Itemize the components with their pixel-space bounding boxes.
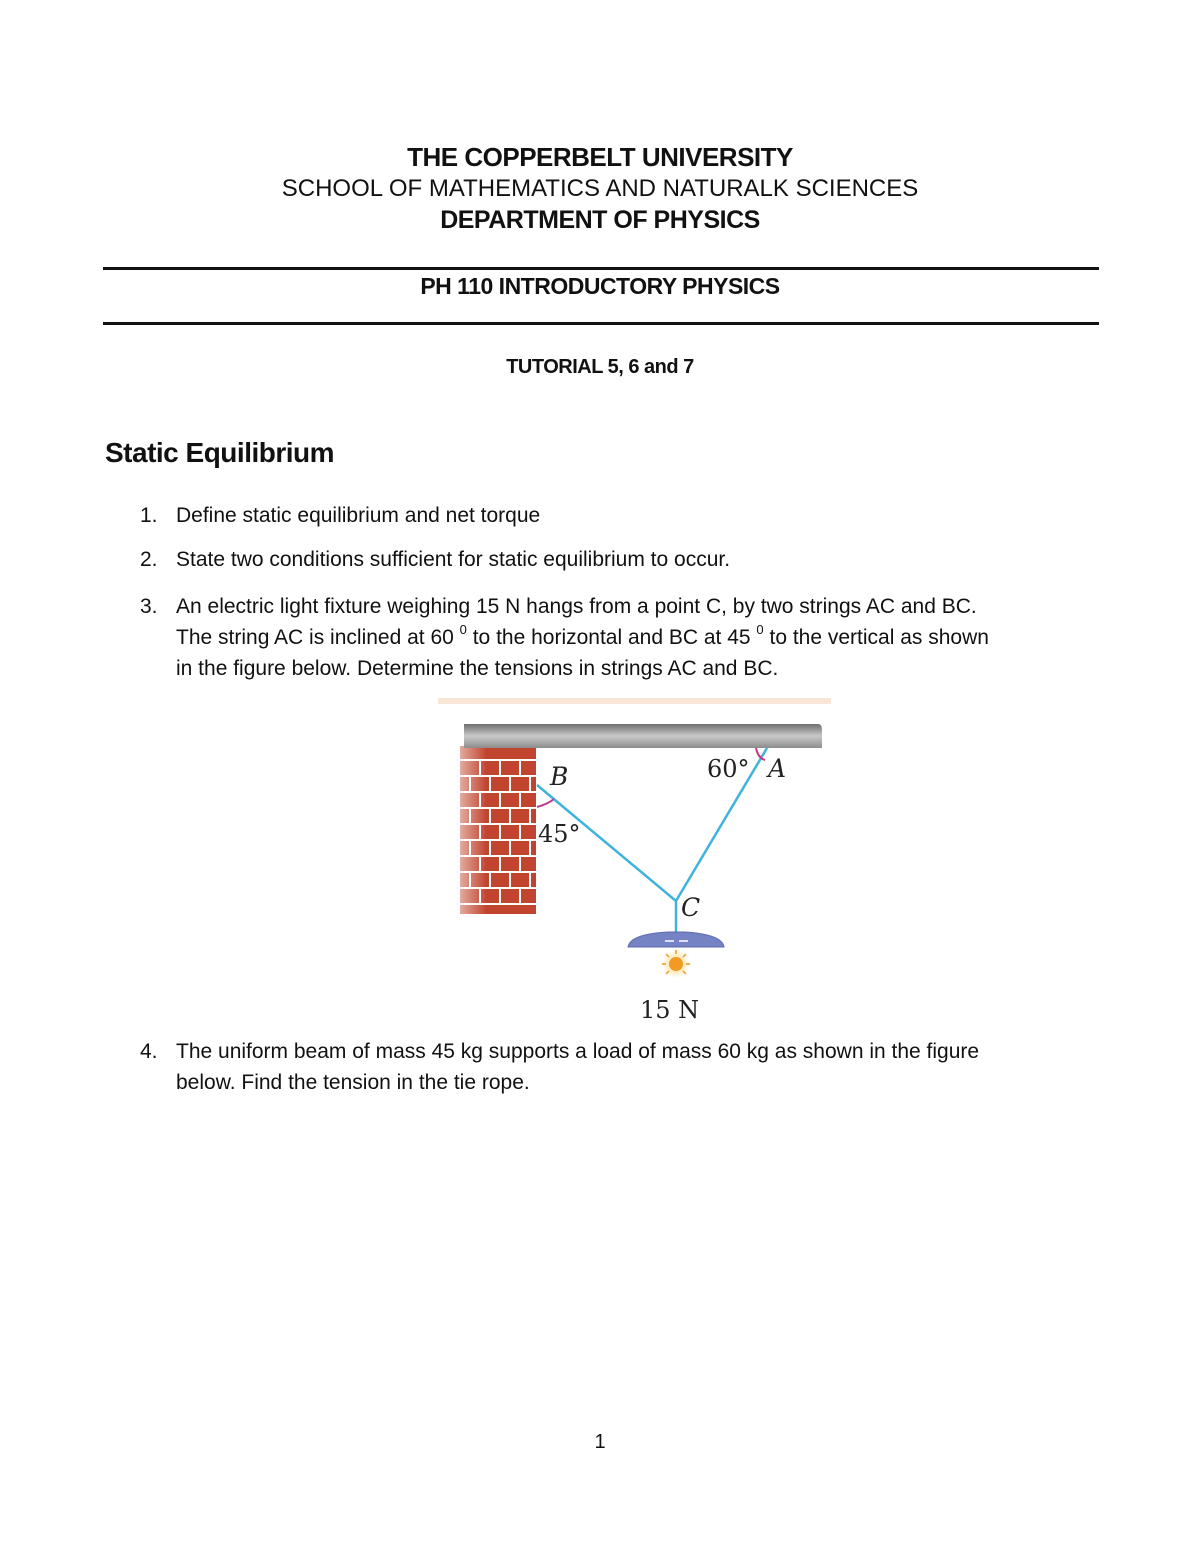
label-c: C (681, 893, 701, 922)
question-line: below. Find the tension in the tie rope. (176, 1071, 530, 1094)
question-line (176, 622, 1106, 653)
course-title: PH 110 INTRODUCTORY PHYSICS (420, 273, 780, 299)
label-b: B (550, 762, 569, 791)
university-name: THE COPPERBELT UNIVERSITY (407, 142, 793, 172)
text-run: to the horizontal and BC at 45 (466, 626, 751, 649)
text-run: to the vertical as shown (763, 626, 989, 649)
question-line: The uniform beam of mass 45 kg supports a load of mass 60 kg as shown in the figure (176, 1040, 980, 1063)
degree-superscript: 0 (459, 622, 467, 637)
figure-svg (438, 698, 838, 1028)
question-line: in the figure below. Determine the tensions in strings AC and BC. (176, 657, 779, 680)
tutorial-title: TUTORIAL 5, 6 and 7 (506, 356, 694, 378)
light-fixture-figure (438, 698, 838, 1028)
label-a: A (768, 754, 787, 783)
light-fixture (628, 932, 724, 947)
header-rule-bottom (103, 322, 1099, 325)
header-rule-top (103, 267, 1099, 270)
top-tint-strip (438, 698, 831, 704)
ceiling-beam (464, 724, 822, 748)
section-title: Static Equilibrium (105, 437, 335, 468)
brick-wall (460, 746, 536, 914)
angle-label-a: 60° (707, 755, 750, 783)
question-number: 2. (140, 548, 158, 571)
question-line: Define static equilibrium and net torque (176, 504, 541, 527)
question-text (176, 1036, 1106, 1098)
department-name: DEPARTMENT OF PHYSICS (440, 206, 760, 234)
text-run: The string AC is inclined at 60 (176, 626, 454, 649)
question-text (176, 500, 1106, 531)
question-number: 4. (140, 1040, 158, 1063)
question-text (176, 591, 1106, 684)
question-line: State two conditions sufficient for static equilibrium to occur. (176, 548, 731, 571)
weight-label: 15 N (640, 996, 700, 1024)
question-number: 1. (140, 504, 158, 527)
angle-mark-b (537, 799, 554, 807)
bulb-icon (662, 950, 690, 978)
page-number: 1 (594, 1431, 606, 1453)
question-number: 3. (140, 595, 158, 618)
degree-superscript: 0 (756, 622, 764, 637)
school-name: SCHOOL OF MATHEMATICS AND NATURALK SCIENCES (281, 175, 919, 202)
question-text (176, 544, 1106, 575)
angle-label-b: 45° (538, 820, 581, 848)
question-line: An electric light fixture weighing 15 N hangs from a point C, by two strings AC and BC. (176, 595, 977, 618)
